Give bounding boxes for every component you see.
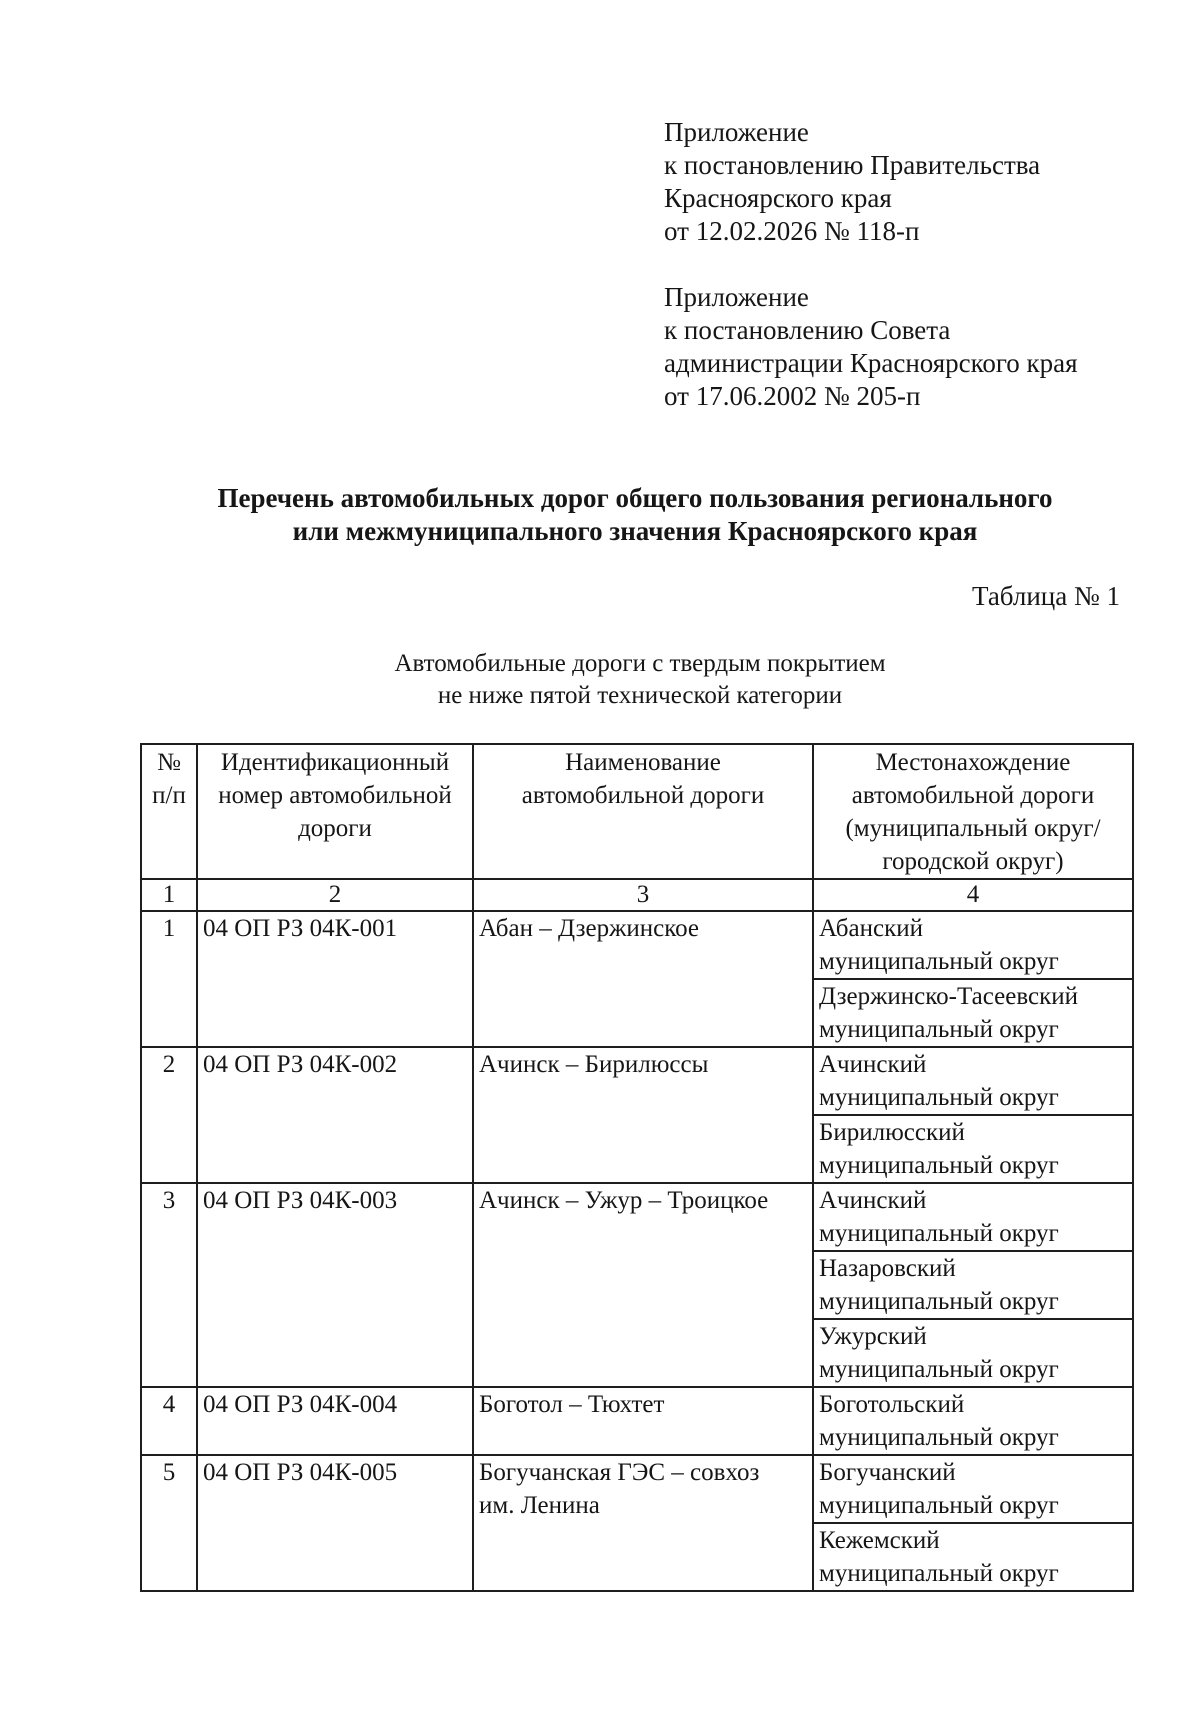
road-name <box>473 1387 813 1455</box>
appendix-original-line: от 17.06.2002 № 205-п <box>664 381 921 411</box>
road-location <box>813 911 1133 979</box>
row-number: 5 <box>141 1455 197 1591</box>
table-number: Таблица № 1 <box>972 581 1120 611</box>
appendix-original-line: администрации Красноярского края <box>664 348 1078 378</box>
header-id-line: дороги <box>298 815 372 842</box>
header-location <box>813 744 1133 879</box>
location-line: Ачинский <box>819 1187 927 1214</box>
appendix-current-line: Красноярского края <box>664 183 892 213</box>
road-name-line: Боготол – Тюхтет <box>479 1391 665 1418</box>
road-location <box>813 1251 1133 1319</box>
header-num <box>141 744 197 879</box>
table-row <box>141 911 1133 979</box>
header-location-line: Местонахождение <box>875 749 1071 776</box>
location-line: Бирилюсский <box>819 1119 965 1146</box>
appendix-current-line: от 12.02.2026 № 118-п <box>664 216 920 246</box>
table-row <box>141 1387 1133 1455</box>
road-location <box>813 1183 1133 1251</box>
column-number: 2 <box>197 879 473 911</box>
row-number: 3 <box>141 1183 197 1387</box>
location-line: муниципальный округ <box>819 1356 1059 1383</box>
appendix-current-block <box>664 116 1040 248</box>
road-name-line: Абан – Дзержинское <box>479 915 700 942</box>
header-location-line: автомобильной дороги <box>851 782 1095 809</box>
location-line: муниципальный округ <box>819 1560 1059 1587</box>
document-title-line: Перечень автомобильных дорог общего пользования регионального <box>217 483 1053 513</box>
road-name-line: Богучанская ГЭС – совхоз <box>479 1459 760 1486</box>
location-line: Назаровский <box>819 1255 956 1282</box>
road-location <box>813 1523 1133 1591</box>
road-location <box>813 1455 1133 1523</box>
location-line: муниципальный округ <box>819 1492 1059 1519</box>
road-location <box>813 979 1133 1047</box>
road-name-line: Ачинск – Бирилюссы <box>479 1051 709 1078</box>
road-id: 04 ОП РЗ 04К-005 <box>197 1455 473 1591</box>
road-location <box>813 1115 1133 1183</box>
header-id-line: Идентификационный <box>220 749 450 776</box>
location-line: Ачинский <box>819 1051 927 1078</box>
location-line: муниципальный округ <box>819 1016 1059 1043</box>
row-number: 2 <box>141 1047 197 1183</box>
location-line: муниципальный округ <box>819 1084 1059 1111</box>
road-name <box>473 1455 813 1591</box>
table-row <box>141 1047 1133 1115</box>
location-line: Дзержинско-Тасеевский <box>819 983 1078 1010</box>
table-subtitle-line: не ниже пятой технической категории <box>437 682 843 709</box>
document-title-line: или межмуниципального значения Красноярского края <box>292 516 978 546</box>
table-row <box>141 1183 1133 1251</box>
location-line: муниципальный округ <box>819 1220 1059 1247</box>
road-location <box>813 1319 1133 1387</box>
column-number: 1 <box>141 879 197 911</box>
header-name <box>473 744 813 879</box>
row-number: 1 <box>141 911 197 1047</box>
location-line: Богучанский <box>819 1459 956 1486</box>
header-num-line: № <box>157 749 181 776</box>
road-id: 04 ОП РЗ 04К-001 <box>197 911 473 1047</box>
road-name <box>473 911 813 1047</box>
document-title <box>140 482 1130 548</box>
table-header-row <box>141 744 1133 879</box>
header-id-line: номер автомобильной <box>218 782 452 809</box>
header-name-line: автомобильной дороги <box>521 782 765 809</box>
column-number: 3 <box>473 879 813 911</box>
header-num-line: п/п <box>152 782 186 809</box>
road-name <box>473 1183 813 1387</box>
location-line: Кежемский <box>819 1527 940 1554</box>
appendix-current-line: Приложение <box>664 117 809 147</box>
location-line: Абанский <box>819 915 923 942</box>
location-line: Боготольский <box>819 1391 965 1418</box>
table-row <box>141 1455 1133 1523</box>
appendix-current-line: к постановлению Правительства <box>664 150 1041 180</box>
road-location <box>813 1047 1133 1115</box>
appendix-original-line: к постановлению Совета <box>664 315 951 345</box>
location-line: муниципальный округ <box>819 948 1059 975</box>
location-line: муниципальный округ <box>819 1288 1059 1315</box>
road-name <box>473 1047 813 1183</box>
road-name-line: им. Ленина <box>479 1492 600 1519</box>
column-number-row <box>141 879 1133 911</box>
header-location-line: (муниципальный округ/ <box>845 815 1101 842</box>
header-name-line: Наименование <box>565 749 721 776</box>
location-line: Ужурский <box>819 1323 927 1350</box>
location-line: муниципальный округ <box>819 1424 1059 1451</box>
row-number: 4 <box>141 1387 197 1455</box>
roads-table <box>140 743 1134 1592</box>
appendix-original-line: Приложение <box>664 282 809 312</box>
road-id: 04 ОП РЗ 04К-004 <box>197 1387 473 1455</box>
header-location-line: городской округ) <box>882 848 1064 875</box>
table-subtitle <box>140 648 1140 712</box>
road-name-line: Ачинск – Ужур – Троицкое <box>479 1187 769 1214</box>
road-id: 04 ОП РЗ 04К-002 <box>197 1047 473 1183</box>
header-id <box>197 744 473 879</box>
road-id: 04 ОП РЗ 04К-003 <box>197 1183 473 1387</box>
road-location <box>813 1387 1133 1455</box>
location-line: муниципальный округ <box>819 1152 1059 1179</box>
appendix-original-block <box>664 281 1078 413</box>
table-subtitle-line: Автомобильные дороги с твердым покрытием <box>394 650 886 677</box>
column-number: 4 <box>813 879 1133 911</box>
